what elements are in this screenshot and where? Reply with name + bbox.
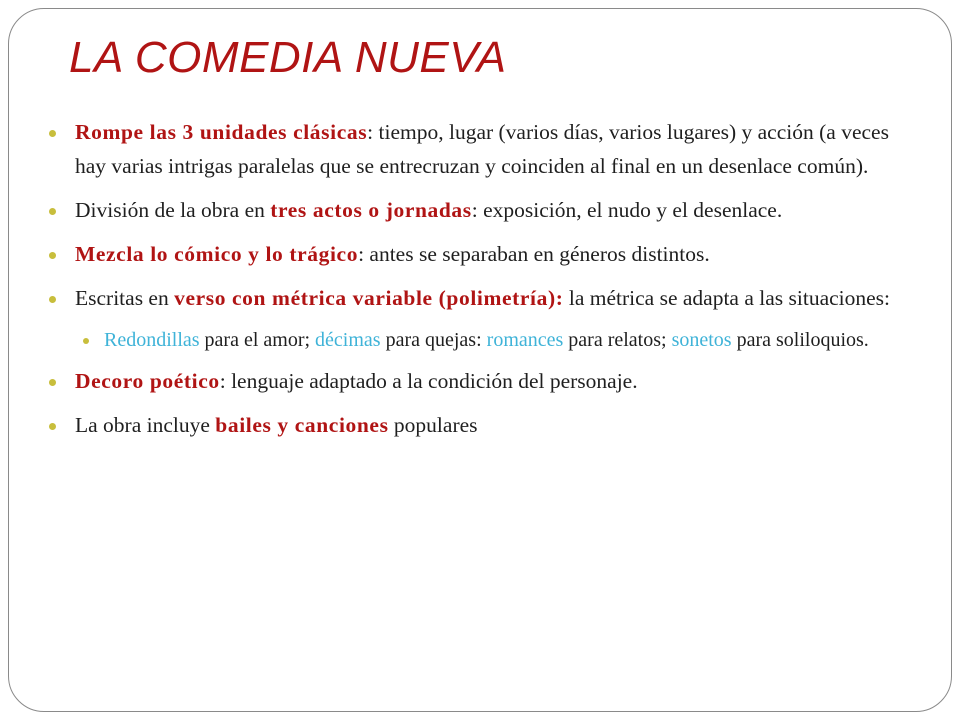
subbullet-text: para el amor; [199,329,316,351]
bullet-verso [49,281,919,315]
subbullet-text: para quejas: [380,329,487,351]
bullet-highlight: Decoro poético [75,369,220,393]
bullet-highlight: bailes y canciones [215,413,389,437]
subbullet-text: para relatos; [563,329,672,351]
bullet-prefix: Escritas en [75,286,175,310]
bullet-text: populares [388,413,478,437]
bullet-dot-icon [49,130,56,137]
bullet-text: : antes se separaban en géneros distintos. [358,242,710,266]
bullet-dot-icon [83,338,89,344]
bullet-unidades [49,115,919,183]
stanza-redondillas: Redondillas [104,329,200,351]
bullet-highlight: Rompe las 3 unidades clásicas [75,120,368,144]
bullet-prefix: La obra incluye [75,413,216,437]
slide-title: LA COMEDIA NUEVA [69,33,507,82]
bullet-mezcla [49,237,919,271]
bullet-highlight: Mezcla lo cómico y lo trágico [75,242,359,266]
bullet-division [49,193,919,227]
bullet-text: la métrica se adapta a las situaciones: [563,286,891,310]
bullet-text: : exposición, el nudo y el desenlace. [471,198,783,222]
bullet-highlight: verso con métrica variable (polimetría): [174,286,564,310]
bullet-dot-icon [49,379,56,386]
bullet-dot-icon [49,252,56,259]
subbullet-text: para soliloquios. [731,329,869,351]
stanza-decimas: décimas [315,329,381,351]
bullet-dot-icon [49,296,56,303]
bullet-bailes [49,408,919,442]
bullet-prefix: División de la obra en [75,198,271,222]
subbullet-estrofas [83,325,919,356]
stanza-sonetos: sonetos [671,329,732,351]
stanza-romances: romances [486,329,564,351]
bullet-dot-icon [49,423,56,430]
bullet-dot-icon [49,208,56,215]
bullet-list [49,115,919,452]
bullet-decoro [49,364,919,398]
bullet-text: : lenguaje adaptado a la condición del personaje. [219,369,638,393]
slide [8,8,952,712]
bullet-text: : tiempo, lugar (varios días, varios lugares) y acción (a veces hay varias intrigas paralelas que se entrecruzan y coinciden al final en un desenlace común). [75,120,889,178]
bullet-highlight: tres actos o jornadas [270,198,472,222]
